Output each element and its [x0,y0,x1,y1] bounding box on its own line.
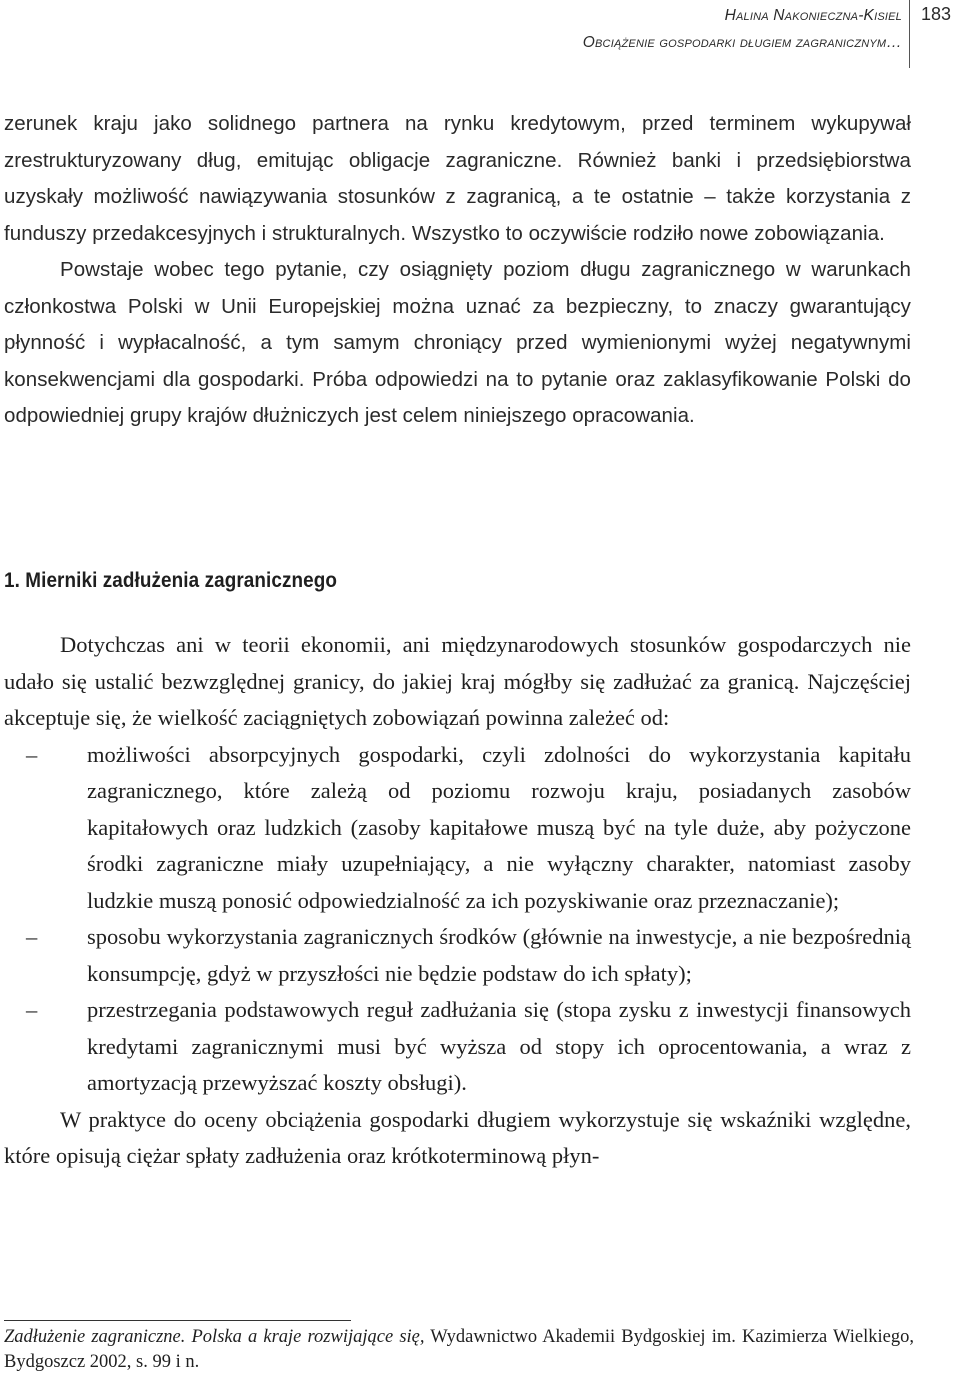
footnote [4,1325,914,1375]
list-dash: – [26,997,38,1022]
list-item [4,737,911,920]
section-heading: 1. Mierniki zadłużenia zagranicznego [4,569,338,592]
section-intro-paragraph: Dotychczas ani w teorii ekonomii, ani międzynarodowych stosunków gospodarczych nie udało się ustalić bezwzględnej granicy, do jakiej kraj mógłby się zadłużać za granicą. Najczęściej akceptuje się, że wielkość zaciągniętych zobowiązań powinna zależeć od: [4,632,911,730]
paragraph-2: Powstaje wobec tego pytanie, czy osiągnięty poziom długu zagranicznego w warunkach członkostwa Polski w Unii Europejskiej można uznać za bezpieczny, to znaczy gwarantujący płynność i wypłacalność, a tym samym chroniący przed wymienionymi wyżej negatywnymi konsekwencjami dla gospodarki. Próba odpowiedzi na to pytanie oraz zaklasyfikowanie Polski do odpowiedniej grupy krajów dłużniczych jest celem niniejszego opracowania. [4,258,911,427]
footnote-title: Zadłużenie zagraniczne. Polska a kraje rozwijające się, [4,1327,425,1347]
paragraph-1: zerunek kraju jako solidnego partnera na rynku kredytowym, przed terminem wykupywał zrestrukturyzowany dług, emitując obligacje zagraniczne. Również banki i przedsiębiorstwa uzyskały możliwość nawiązywania stosunków z zagranicą, a te ostatnie – także korzystania z funduszy przedakcesyjnych i strukturalnych. Wszystko to oczywiście rodziło nowe zobowiązania. [4,112,911,245]
list-item [4,992,911,1102]
list-item-text: przestrzegania podstawowych reguł zadłużania się (stopa zysku z inwestycji finansowych kredytami zagranicznymi musi być wyższa od stopy ich oprocentowania, a wraz z amortyzacją przewyższać koszty obsługi). [87,997,911,1095]
header-divider [909,0,910,68]
running-head-text [583,2,902,56]
intro-block [4,106,911,435]
list-dash: – [26,741,38,767]
footnote-publisher: Wydawnictwo Akademii Bydgoskiej im. Kazimierza Wielkiego, Bydgoszcz 2002, s. 99 i n. [4,1327,914,1372]
list-item-text: możliwości absorpcyjnych gospodarki, czyli zdolności do wykorzystania kapitału zagranicznego, które zależą od poziomu rozwoju kraju, posiadanych zasobów kapitałowych oraz ludzkich (zasoby kapitałowe muszą być na tyle duże, aby pożyczone środki zagraniczne miały uzupełniający, a nie wyłączny charakter, natomiast zasoby ludzkie muszą ponosić odpowiedzialność za ich pozyskiwanie oraz przeznaczanie); [87,741,911,913]
list-item-text: sposobu wykorzystania zagranicznych środków (głównie na inwestycje, a nie bezpośrednią konsumpcję, gdyż w przyszłości nie będzie podstaw do ich spłaty); [87,924,911,986]
section-body [4,627,911,1175]
closing-paragraph: W praktyce do oceny obciążenia gospodarki długiem wykorzystuje się wskaźniki względne, które opisują ciężar spłaty zadłużenia oraz krótkoterminową płyn- [4,1106,911,1168]
footnote-rule [4,1320,351,1321]
running-head-author: Halina Nakonieczna-Kisiel [724,7,902,24]
running-head [0,0,960,70]
page-number: 183 [921,4,952,24]
list-dash: – [26,924,38,949]
running-head-title: Obciążenie gospodarki długiem zagranicznym… [582,34,902,51]
list-item [4,919,911,992]
